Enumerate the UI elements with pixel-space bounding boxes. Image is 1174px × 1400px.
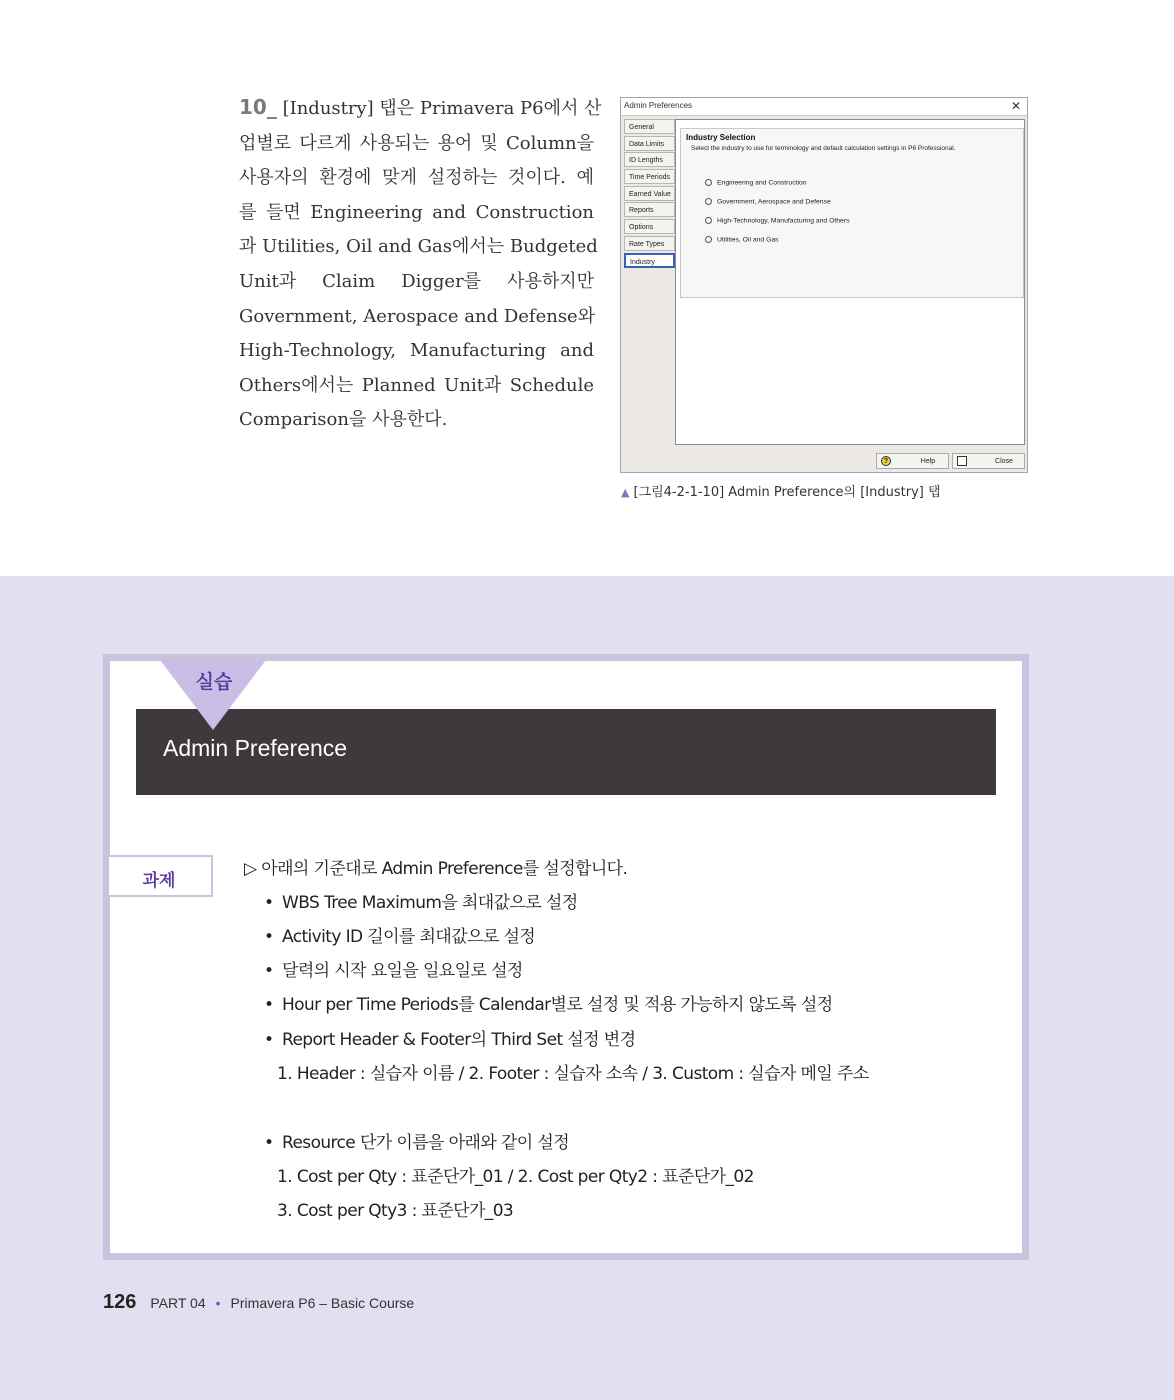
close-icon[interactable]: ✕ [1010,99,1021,113]
list-item-text: Resource 단가 이름을 아래와 같이 설정 [282,1133,570,1153]
radio-label: Utilities, Oil and Gas [717,236,779,244]
tab-list [624,119,675,269]
tab-id-lengths[interactable]: ID Lengths [624,152,675,167]
page-footer [103,1291,414,1314]
list-item [264,1128,569,1153]
help-icon: ? [881,456,891,466]
para-line: Government, Aerospace and Defense와 [239,305,596,327]
list-item [264,1025,635,1050]
list-item-text: Report Header & Footer의 Third Set 설정 변경 [282,1030,636,1050]
tab-general[interactable]: General [624,119,675,134]
radio-label: Engineering and Construction [717,179,807,187]
radio-engineering-construction[interactable] [705,179,807,186]
para-line: 업별로 다르게 사용되는 용어 및 Column을 [239,132,594,154]
radio-icon [705,179,712,186]
window-title: Admin Preferences [624,101,693,110]
para-line: Unit과 Claim Digger를 사용하지만 [239,270,594,292]
close-label: Close [995,458,1013,465]
section-description: Select the industry to use for terminology and default calculation settings in P6 Professional. [691,145,956,152]
bullet: • [264,893,274,913]
tab-rate-types[interactable]: Rate Types [624,236,675,251]
tab-earned-value[interactable]: Earned Value [624,186,675,201]
section-title: Industry Selection [686,133,756,142]
separator-dot: • [215,1295,221,1311]
page-number: 126 [103,1291,137,1313]
resource-detail-1: 1. Cost per Qty : 표준단가_01 / 2. Cost per Qty2 : 표준단가_02 [277,1167,754,1187]
list-item [264,922,535,947]
tab-time-periods[interactable]: Time Periods [624,169,675,184]
list-item [264,956,523,981]
item-number: 10_ [239,95,277,119]
para-line: 를 들면 Engineering and Construction [239,201,594,223]
list-item-text: Activity ID 길이를 최대값으로 설정 [282,927,536,947]
practice-tag: 실습 [195,671,233,693]
part-label: PART 04 [150,1295,206,1311]
radio-label: Government, Aerospace and Defense [717,198,831,206]
radio-label: High-Technology, Manufacturing and Others [717,217,850,225]
bullet: • [264,1133,274,1153]
list-item-text: WBS Tree Maximum을 최대값으로 설정 [282,893,578,913]
list-item-text: 달력의 시작 요일을 일요일로 설정 [282,961,523,981]
report-detail: 1. Header : 실습자 이름 / 2. Footer : 실습자 소속 / 3. Custom : 실습자 메일 주소 [277,1064,869,1084]
para-line: Others에서는 Planned Unit과 Schedule [239,374,594,396]
list-item-text: Hour per Time Periods를 Calendar별로 설정 및 적용 가능하지 않도록 설정 [282,995,833,1015]
tab-industry[interactable]: Industry [624,253,675,268]
resource-detail-2: 3. Cost per Qty3 : 표준단가_03 [277,1201,514,1221]
para-line-1 [239,90,602,127]
bullet: • [264,995,274,1015]
close-window-icon [957,456,967,466]
bullet: • [264,927,274,947]
help-label: Help [920,458,936,465]
body-paragraph [239,90,602,438]
tab-data-limits[interactable]: Data Limits [624,136,675,151]
para-line: Comparison을 사용한다. [239,409,448,431]
caption-text: [그림4-2-1-10] Admin Preference의 [Industry] 탭 [633,485,941,500]
radio-government-aerospace[interactable] [705,198,831,205]
list-item [264,990,833,1015]
help-button[interactable] [876,453,949,469]
radio-icon [705,217,712,224]
para-line-1-text: [Industry] 탭은 Primavera P6에서 산 [282,98,602,119]
task-label: 과제 [142,871,176,891]
task-label-box [109,855,213,897]
radio-icon [705,236,712,243]
figure-caption [621,481,941,500]
radio-high-technology[interactable] [705,217,850,224]
window-titlebar [621,98,1027,116]
industry-selection-group [680,128,1024,298]
para-line: 사용자의 환경에 맞게 설정하는 것이다. 예 [239,167,594,189]
close-button[interactable] [952,453,1025,469]
tab-reports[interactable]: Reports [624,202,675,217]
tab-options[interactable]: Options [624,219,675,234]
bullet: • [264,961,274,981]
practice-title: Admin Preference [163,735,348,761]
triangle-icon: ▲ [621,486,630,499]
radio-utilities-oil-gas[interactable] [705,236,779,243]
admin-preferences-window [620,97,1028,473]
bullet: • [264,1030,274,1050]
radio-icon [705,198,712,205]
course-title: Primavera P6 – Basic Course [230,1295,415,1311]
task-intro: ▷ 아래의 기준대로 Admin Preference를 설정합니다. [244,859,628,879]
list-item [264,888,578,913]
industry-panel [675,119,1025,445]
para-line: High-Technology, Manufacturing and [239,340,594,362]
para-line: 과 Utilities, Oil and Gas에서는 Budgeted [239,236,598,258]
